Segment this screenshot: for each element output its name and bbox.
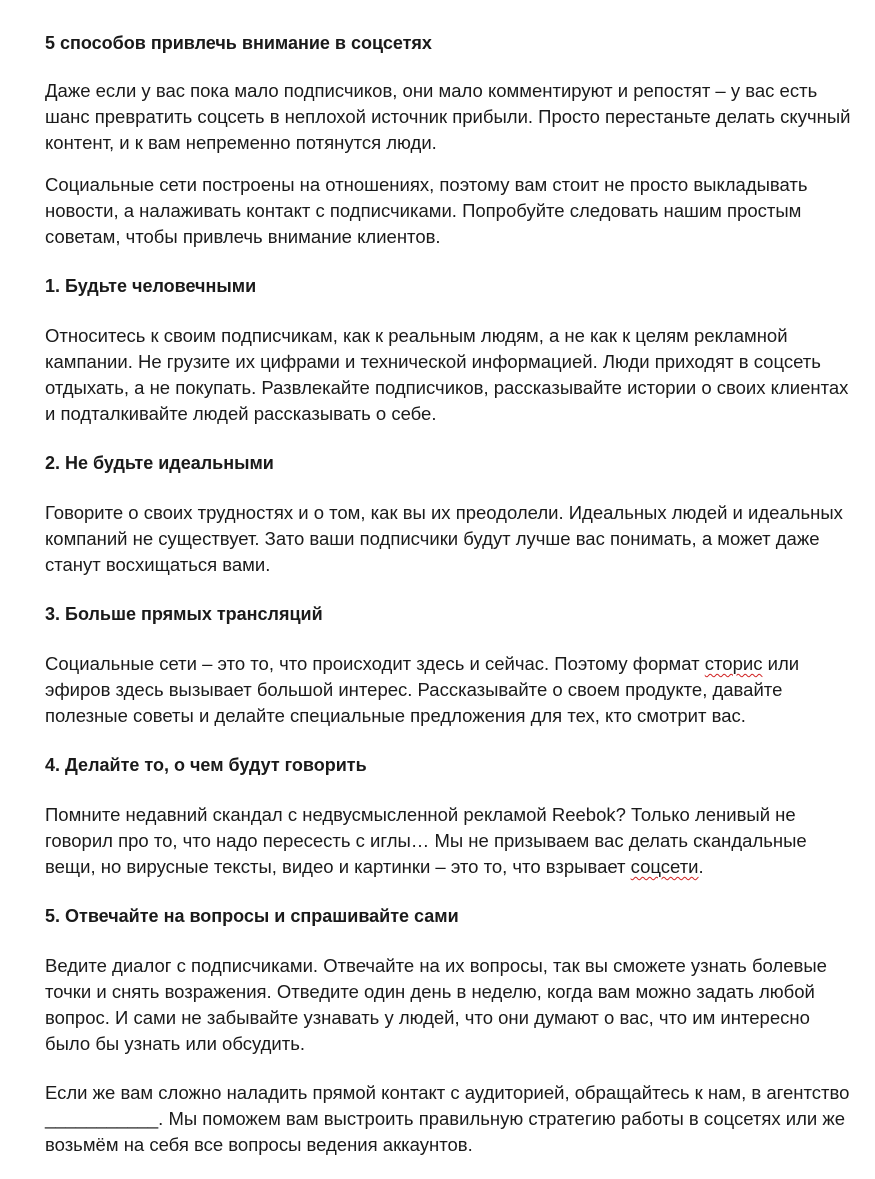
section-2-heading: 2. Не будьте идеальными	[45, 453, 274, 473]
document-page	[45, 30, 860, 1158]
document-title: 5 способов привлечь внимание в соцсетях	[45, 33, 432, 53]
intro-paragraph-2: Социальные сети построены на отношениях, поэтому вам стоит не просто выкладывать новости, а налаживать контакт с подписчиками. Попробуйте следовать нашим простым советам, чтобы привлечь внимание клиентов.	[45, 174, 808, 247]
section-2-text: Говорите о своих трудностях и о том, как вы их преодолели. Идеальных людей и идеальных компаний не существует. Зато ваши подписчики будут лучше вас понимать, а может даже станут восхищаться вами.	[45, 502, 843, 575]
intro-paragraph-1: Даже если у вас пока мало подписчиков, они мало комментируют и репостят – у вас есть шанс превратить соцсеть в неплохой источник прибыли. Просто перестаньте делать скучный контент, и к вам непременно потянутся люди.	[45, 80, 851, 153]
section-4-text	[45, 802, 860, 880]
section-5-text: Ведите диалог с подписчиками. Отвечайте на их вопросы, так вы сможете узнать болевые точки и снять возражения. Отведите один день в неделю, когда вам можно задать любой вопрос. И сами не забывайте узнавать у людей, что они думают о вас, что им интересно было бы узнать или обсудить.	[45, 955, 827, 1054]
closing-paragraph: Если же вам сложно наладить прямой контакт с аудиторией, обращайтесь к нам, в агентство ___________. Мы поможем вам выстроить правильную стратегию работы в соцсетях или же возьмём на себя все вопросы ведения аккаунтов.	[45, 1082, 850, 1155]
section-3-text-part-1: Социальные сети – это то, что происходит здесь и сейчас. Поэтому формат	[45, 653, 705, 674]
section-4-text-part-2: .	[698, 856, 704, 877]
section-3-text-part-2: или эфиров здесь вызывает большой интерес. Рассказывайте о своем продукте, давайте полезные советы и делайте специальные предложения для тех, кто смотрит вас.	[45, 653, 800, 726]
section-1-text: Относитесь к своим подписчикам, как к реальным людям, а не как к целям рекламной кампании. Не грузите их цифрами и технической информацией. Люди приходят в соцсеть отдыхать, а не покупать. Развлекайте подписчиков, рассказывайте истории о своих клиентах и подталкивайте людей рассказывать о себе.	[45, 325, 849, 424]
spellcheck-flagged-word[interactable]: сторис	[704, 653, 763, 674]
section-3-text	[45, 651, 860, 729]
section-4-heading: 4. Делайте то, о чем будут говорить	[45, 755, 367, 775]
section-3-heading: 3. Больше прямых трансляций	[45, 604, 323, 624]
section-4-text-part-1: Помните недавний скандал с недвусмысленной рекламой Reebok? Только ленивый не говорил про то, что надо пересесть с иглы… Мы не призываем вас делать скандальные вещи, но вирусные тексты, видео и картинки – это то, что взрывает	[45, 804, 807, 877]
section-1-heading: 1. Будьте человечными	[45, 276, 257, 296]
section-5-heading: 5. Отвечайте на вопросы и спрашивайте сами	[45, 906, 459, 926]
spellcheck-flagged-word[interactable]: соцсети	[630, 856, 699, 877]
